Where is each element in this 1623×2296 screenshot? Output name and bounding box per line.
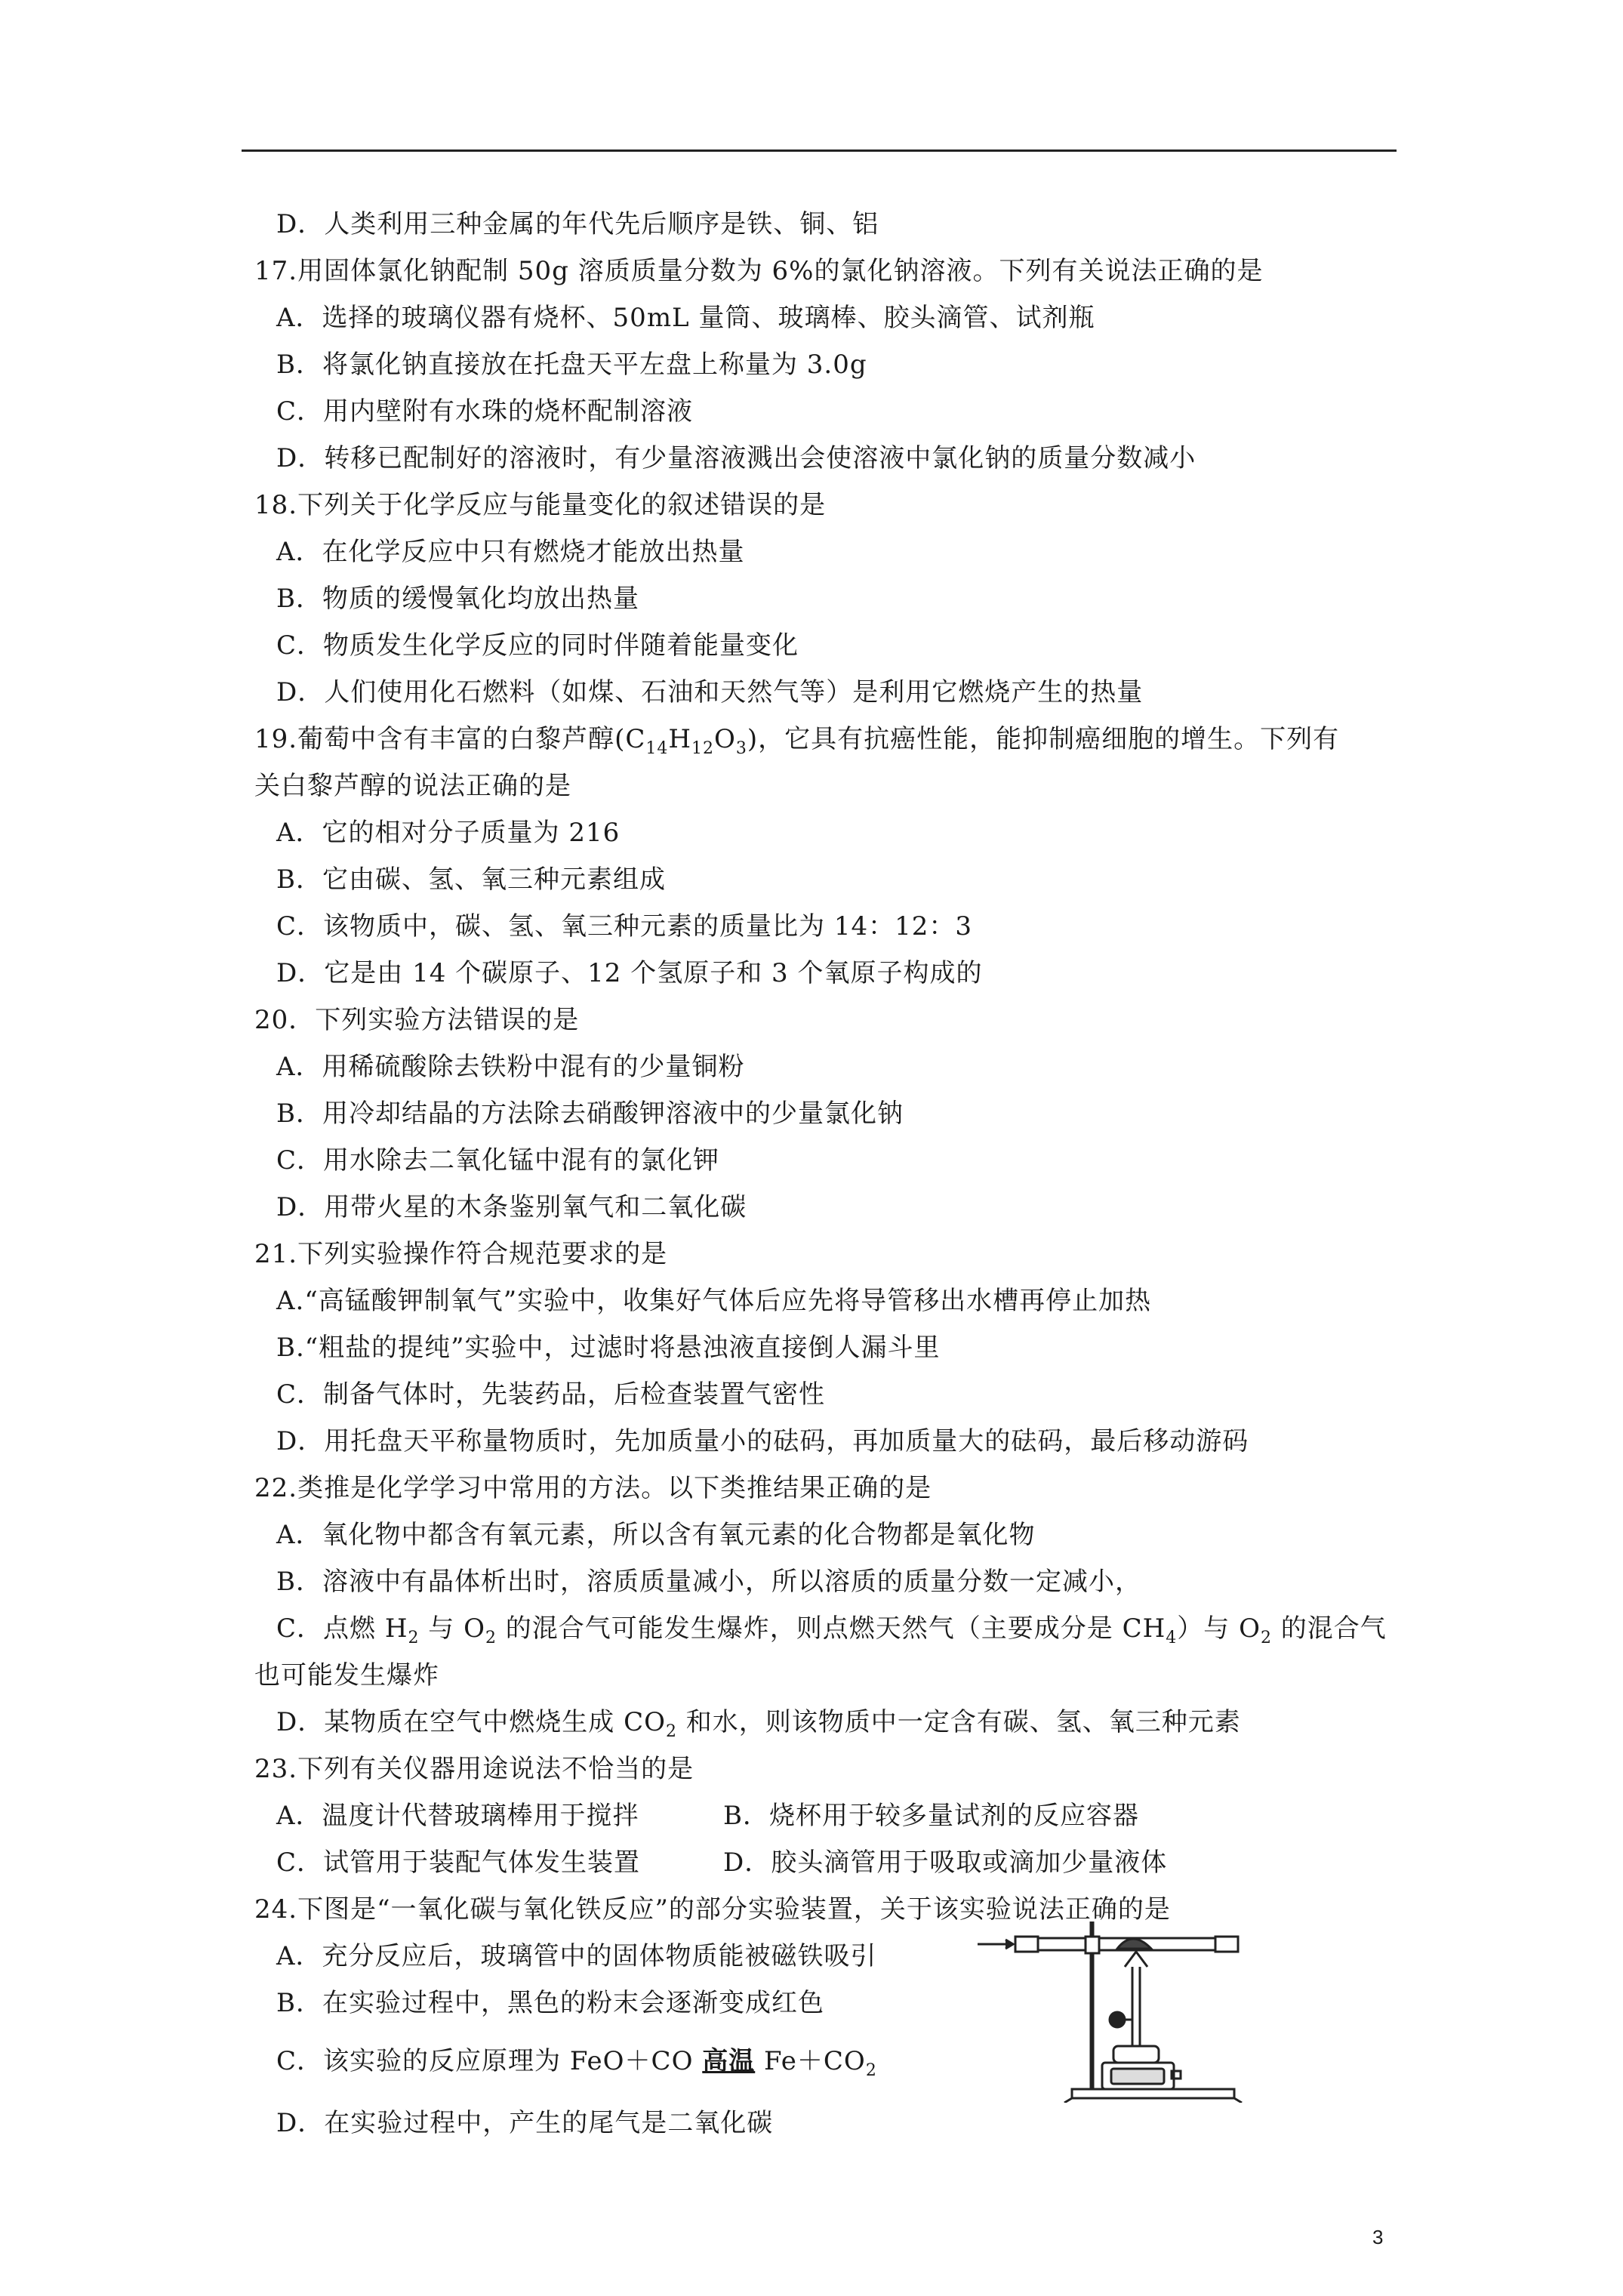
q19-stem-cont: 关白黎芦醇的说法正确的是 — [254, 771, 571, 801]
q23-option-d: D．胶头滴管用于吸取或滴加少量液体 — [723, 1848, 1168, 1878]
q18-option-c: C．物质发生化学反应的同时伴随着能量变化 — [276, 630, 799, 661]
q23-option-b: B．烧杯用于较多量试剂的反应容器 — [723, 1801, 1139, 1831]
q19-stem: 19.葡萄中含有丰富的白黎芦醇$(C_{14}H_{12}O_3)$，它具有抗癌性能，能抑制癌细胞的增生。下列有 — [254, 724, 1340, 758]
q22-option-c: C．点燃 $H_2$ 与 $O_2$ 的混合气可能发生爆炸，则点燃天然气（主要成分是 $CH_4$）与 $O_2$ 的混合气 — [276, 1613, 1387, 1647]
q22-option-b: B．溶液中有晶体析出时，溶质质量减小，所以溶质的质量分数一定减小， — [276, 1567, 1141, 1597]
q19-option-d: D．它是由 14 个碳原子、12 个氢原子和 3 个氧原子构成的 — [276, 958, 983, 988]
q17-option-d: D．转移已配制好的溶液时，有少量溶液溅出会使溶液中氯化钠的质量分数减小 — [276, 443, 1196, 473]
q24-option-b: B．在实验过程中，黑色的粉末会逐渐变成红色 — [276, 1988, 824, 2018]
q24-stem: 24.下图是“一氧化碳与氧化铁反应”的部分实验装置，关于该实验说法正确的是 — [254, 1894, 1171, 1925]
q22-option-a: A．氧化物中都含有氧元素，所以含有氧元素的化合物都是氧化物 — [276, 1520, 1036, 1550]
q22-option-d: D．某物质在空气中燃烧生成 $CO_2$ 和水，则该物质中一定含有碳、氢、氧三种元素 — [276, 1707, 1241, 1741]
q21-option-c: C．制备气体时，先装药品，后检查装置气密性 — [276, 1379, 826, 1410]
q18-option-b: B．物质的缓慢氧化均放出热量 — [276, 584, 639, 614]
q17-option-b: B．将氯化钠直接放在托盘天平左盘上称量为 3.0g — [276, 350, 867, 380]
q18-option-d: D．人们使用化石燃料（如煤、石油和天然气等）是利用它燃烧产生的热量 — [276, 677, 1144, 707]
q22-stem: 22.类推是化学学习中常用的方法。以下类推结果正确的是 — [254, 1473, 932, 1503]
q20-option-b: B．用冷却结晶的方法除去硝酸钾溶液中的少量氯化钠 — [276, 1099, 904, 1129]
page-number: 3 — [1372, 2226, 1384, 2248]
q19-option-c: C．该物质中，碳、氢、氧三种元素的质量比为 14：12：3 — [276, 911, 972, 942]
q17-option-a: A．选择的玻璃仪器有烧杯、50mL 量筒、玻璃棒、胶头滴管、试剂瓶 — [276, 303, 1095, 333]
q24-option-c: C．该实验的反应原理为 FeO＋CO 高温 $Fe+CO_2$ — [276, 2046, 877, 2080]
q21-option-a: A.“高锰酸钾制氧气”实验中，收集好气体后应先将导管移出水槽再停止加热 — [276, 1286, 1152, 1316]
q21-stem: 21.下列实验操作符合规范要求的是 — [254, 1239, 668, 1269]
q18-option-a: A．在化学反应中只有燃烧才能放出热量 — [276, 537, 745, 567]
q23-option-a: A．温度计代替玻璃棒用于搅拌 — [276, 1801, 639, 1831]
q21-option-b: B.“粗盐的提纯”实验中，过滤时将悬浊液直接倒人漏斗里 — [276, 1333, 941, 1363]
q21-option-d: D．用托盘天平称量物质时，先加质量小的砝码，再加质量大的砝码，最后移动游码 — [276, 1426, 1249, 1456]
q17-stem: 17.用固体氯化钠配制 50g 溶质质量分数为 6%的氯化钠溶液。下列有关说法正确的是 — [254, 256, 1264, 286]
q23-option-c: C．试管用于装配气体发生装置 — [276, 1848, 641, 1878]
q17-option-c: C．用内壁附有水珠的烧杯配制溶液 — [276, 396, 694, 427]
q20-option-c: C．用水除去二氧化锰中混有的氯化钾 — [276, 1145, 720, 1176]
q20-stem: 20．下列实验方法错误的是 — [254, 1005, 580, 1035]
q19-option-a: A．它的相对分子质量为 216 — [276, 818, 621, 848]
q22-option-c-cont: 也可能发生爆炸 — [254, 1660, 439, 1690]
q18-stem: 18.下列关于化学反应与能量变化的叙述错误的是 — [254, 490, 827, 520]
co-fe2o3-apparatus-diagram — [974, 1922, 1261, 2103]
q24-option-d: D．在实验过程中，产生的尾气是二氧化碳 — [276, 2108, 774, 2138]
q16-option-d: D．人类利用三种金属的年代先后顺序是铁、铜、铝 — [276, 209, 879, 239]
q24-option-a: A．充分反应后，玻璃管中的固体物质能被磁铁吸引 — [276, 1941, 877, 1971]
q20-option-d: D．用带火星的木条鉴别氧气和二氧化碳 — [276, 1192, 747, 1222]
q20-option-a: A．用稀硫酸除去铁粉中混有的少量铜粉 — [276, 1052, 745, 1082]
q19-option-b: B．它由碳、氢、氧三种元素组成 — [276, 864, 666, 895]
q23-stem: 23.下列有关仪器用途说法不恰当的是 — [254, 1754, 694, 1784]
header-rule — [242, 149, 1397, 152]
